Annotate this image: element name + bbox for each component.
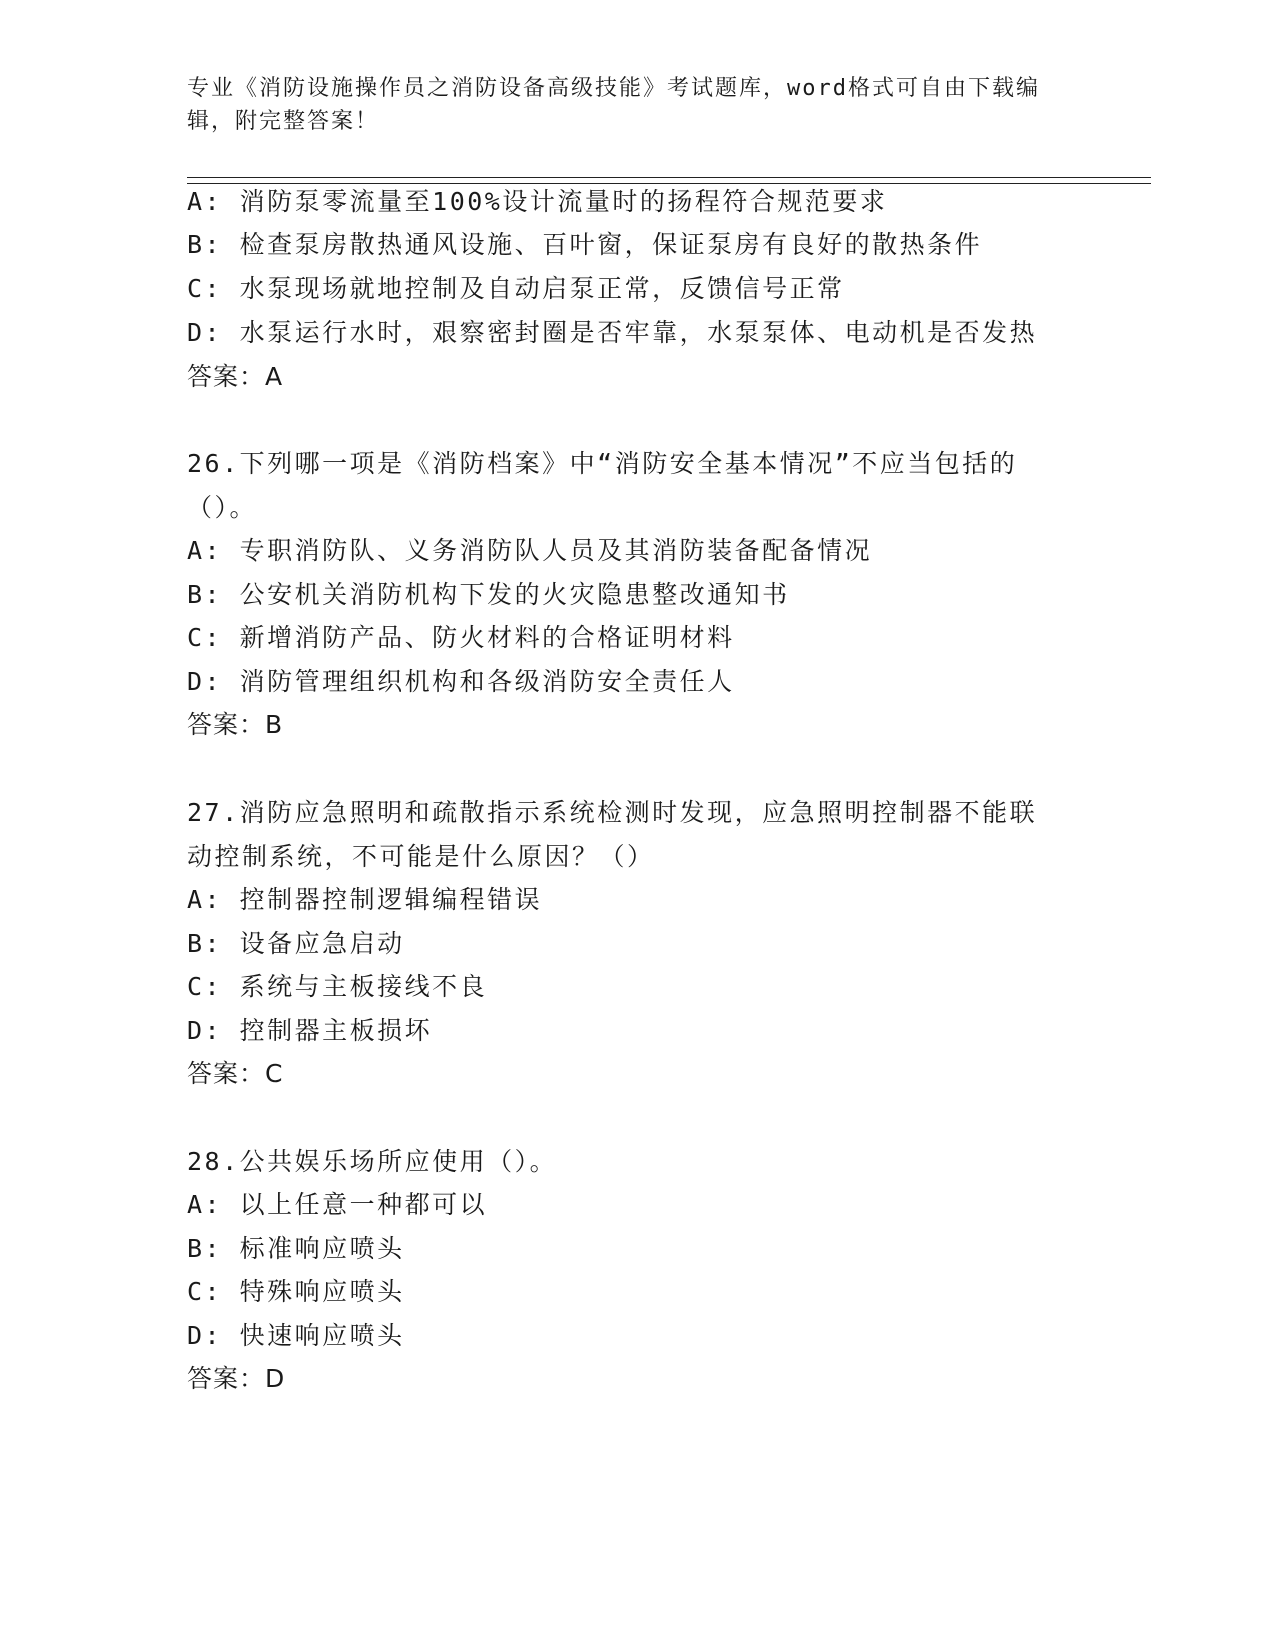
option-c: C: 新增消防产品、防火材料的合格证明材料	[187, 623, 735, 652]
question-28-stem: 28.公共娱乐场所应使用（）。	[187, 1147, 558, 1176]
answer-line: 答案：A	[187, 362, 284, 391]
option-a: A: 消防泵零流量至100%设计流量时的扬程符合规范要求	[187, 187, 888, 216]
document-header	[187, 72, 1067, 138]
option-c: C: 系统与主板接线不良	[187, 972, 488, 1001]
option-a: A: 以上任意一种都可以	[187, 1190, 488, 1219]
question-27-stem-cont: 动控制系统，不可能是什么原因？（）	[187, 842, 655, 871]
option-c: C: 水泵现场就地控制及自动启泵正常，反馈信号正常	[187, 274, 845, 303]
option-d: D: 快速响应喷头	[187, 1321, 405, 1350]
header-divider-bottom	[187, 183, 1151, 184]
answer-line: 答案：D	[187, 1364, 286, 1393]
option-d: D: 消防管理组织机构和各级消防安全责任人	[187, 667, 735, 696]
option-c: C: 特殊响应喷头	[187, 1277, 405, 1306]
option-b: B: 公安机关消防机构下发的火灾隐患整改通知书	[187, 580, 790, 609]
option-b: B: 设备应急启动	[187, 929, 405, 958]
option-d: D: 水泵运行水时，艰察密封圈是否牢靠，水泵泵体、电动机是否发热	[187, 318, 1038, 347]
question-26-stem: 26.下列哪一项是《消防档案》中“消防安全基本情况”不应当包括的	[187, 449, 1018, 478]
option-a: A: 专职消防队、义务消防队人员及其消防装备配备情况	[187, 536, 873, 565]
answer-line: 答案：C	[187, 1059, 284, 1088]
option-d: D: 控制器主板损坏	[187, 1016, 433, 1045]
option-a: A: 控制器控制逻辑编程错误	[187, 885, 543, 914]
header-divider-top	[187, 177, 1151, 178]
option-b: B: 标准响应喷头	[187, 1234, 405, 1263]
header-line-1: 专业《消防设施操作员之消防设备高级技能》考试题库，word格式可自由下载编	[187, 76, 1040, 101]
question-27-stem: 27.消防应急照明和疏散指示系统检测时发现，应急照明控制器不能联	[187, 798, 1038, 827]
option-b: B: 检查泵房散热通风设施、百叶窗，保证泵房有良好的散热条件	[187, 230, 983, 259]
question-26-stem-cont: （）。	[187, 493, 258, 522]
answer-line: 答案：B	[187, 710, 284, 739]
header-line-2: 辑，附完整答案！	[187, 109, 380, 134]
